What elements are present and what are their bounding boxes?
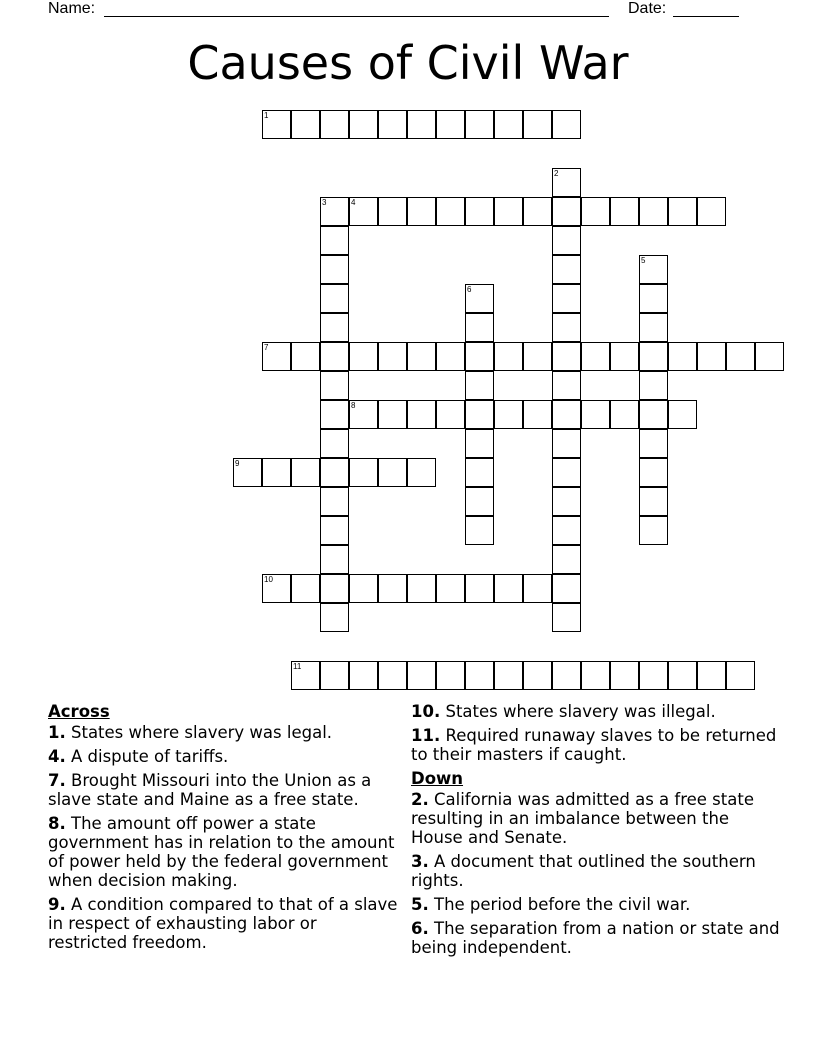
crossword-cell[interactable] [523,400,552,429]
crossword-cell[interactable] [639,313,668,342]
crossword-cell[interactable] [552,110,581,139]
cell-number: 11 [293,662,302,671]
crossword-cell[interactable] [436,400,465,429]
crossword-cell[interactable] [320,661,349,690]
crossword-cell[interactable] [291,110,320,139]
crossword-cell[interactable] [349,342,378,371]
crossword-cell[interactable] [291,458,320,487]
crossword-cell[interactable] [639,400,668,429]
clue-text: A dispute of tariffs. [65,747,229,766]
crossword-cell[interactable] [465,516,494,545]
clue-text: Required runaway slaves to be returned to their masters if caught. [411,726,777,764]
cell-number: 3 [322,198,327,207]
crossword-cell[interactable] [407,400,436,429]
crossword-cell[interactable] [552,197,581,226]
crossword-cell[interactable] [552,226,581,255]
cell-number: 1 [264,111,269,120]
clue-down-2 [411,790,781,847]
crossword-cell[interactable] [320,487,349,516]
cell-number: 7 [264,343,269,352]
crossword-cell[interactable] [668,400,697,429]
crossword-cell[interactable] [726,342,755,371]
crossword-cell-1[interactable] [262,110,291,139]
crossword-cell[interactable] [436,197,465,226]
cell-number: 5 [641,256,646,265]
clue-text: The amount off power a state government has in relation to the amount of power held by the federal government when decision making. [48,814,395,890]
across-heading: Across [48,702,110,721]
crossword-cell[interactable] [755,342,784,371]
crossword-cell[interactable] [639,487,668,516]
crossword-cell[interactable] [552,516,581,545]
clues-right-column [411,702,781,962]
crossword-cell[interactable] [320,371,349,400]
crossword-cell[interactable] [349,458,378,487]
crossword-cell[interactable] [552,284,581,313]
crossword-cell[interactable] [668,661,697,690]
crossword-cell[interactable] [523,661,552,690]
crossword-cell[interactable] [523,342,552,371]
crossword-cell[interactable] [552,603,581,632]
crossword-cell[interactable] [407,574,436,603]
crossword-cell[interactable] [320,284,349,313]
crossword-cell[interactable] [639,661,668,690]
crossword-cell[interactable] [552,545,581,574]
cell-number: 4 [351,198,356,207]
crossword-cell[interactable] [581,400,610,429]
crossword-cell[interactable] [523,197,552,226]
crossword-cell[interactable] [726,661,755,690]
crossword-cell[interactable] [581,197,610,226]
clue-number: 1. [48,723,66,742]
crossword-cell[interactable] [465,342,494,371]
crossword-cell[interactable] [494,574,523,603]
crossword-cell[interactable] [552,342,581,371]
crossword-cell[interactable] [378,661,407,690]
crossword-cell[interactable] [436,342,465,371]
crossword-cell[interactable] [407,458,436,487]
date-label: Date: [628,0,667,17]
crossword-cell[interactable] [697,661,726,690]
clue-number: 6. [411,919,429,938]
clue-text: A condition compared to that of a slave in respect of exhausting labor or restricted freedom. [48,895,398,952]
crossword-cell[interactable] [320,255,349,284]
crossword-cell[interactable] [552,458,581,487]
crossword-cell[interactable] [668,342,697,371]
clue-across-7 [48,771,398,809]
clue-number: 3. [411,852,429,871]
crossword-cell[interactable] [639,516,668,545]
crossword-cell[interactable] [697,197,726,226]
crossword-cell[interactable] [320,458,349,487]
clue-number: 11. [411,726,441,745]
clue-across-8 [48,814,398,890]
crossword-cell[interactable] [378,400,407,429]
clue-down-6 [411,919,781,957]
clue-text: California was admitted as a free state resulting in an imbalance between the House and Senate. [411,790,754,847]
crossword-cell[interactable] [436,574,465,603]
crossword-cell[interactable] [407,342,436,371]
crossword-cell[interactable] [349,574,378,603]
crossword-cell[interactable] [465,313,494,342]
crossword-cell[interactable] [494,400,523,429]
crossword-cell[interactable] [552,371,581,400]
clue-number: 10. [411,702,441,721]
crossword-cell[interactable] [291,342,320,371]
crossword-cell[interactable] [378,197,407,226]
crossword-cell-2[interactable] [552,168,581,197]
crossword-cell[interactable] [320,400,349,429]
crossword-cell[interactable] [639,371,668,400]
cell-number: 8 [351,401,356,410]
crossword-cell[interactable] [581,661,610,690]
crossword-cell[interactable] [552,661,581,690]
crossword-cell[interactable] [407,197,436,226]
crossword-cell-9[interactable] [233,458,262,487]
crossword-cell[interactable] [320,226,349,255]
cell-number: 9 [235,459,240,468]
crossword-cell[interactable] [552,487,581,516]
clue-number: 4. [48,747,66,766]
crossword-cell[interactable] [610,661,639,690]
crossword-cell[interactable] [523,110,552,139]
crossword-cell[interactable] [320,516,349,545]
crossword-cell[interactable] [349,661,378,690]
crossword-cell[interactable] [378,574,407,603]
clue-number: 7. [48,771,66,790]
crossword-cell[interactable] [465,197,494,226]
crossword-cell[interactable] [697,342,726,371]
crossword-cell-11[interactable] [291,661,320,690]
crossword-cell[interactable] [552,255,581,284]
crossword-cell-8[interactable] [349,400,378,429]
crossword-cell[interactable] [494,342,523,371]
clue-number: 8. [48,814,66,833]
crossword-cell[interactable] [465,661,494,690]
crossword-cell[interactable] [610,400,639,429]
clue-text: States where slavery was illegal. [440,702,716,721]
crossword-cell-10[interactable] [262,574,291,603]
page-title: Causes of Civil War [187,36,629,90]
clue-across-10 [411,702,781,721]
crossword-cell-5[interactable] [639,255,668,284]
crossword-cell[interactable] [552,313,581,342]
crossword-cell[interactable] [639,429,668,458]
crossword-cell[interactable] [610,197,639,226]
crossword-cell[interactable] [552,429,581,458]
clue-text: Brought Missouri into the Union as a slave state and Maine as a free state. [48,771,372,809]
crossword-cell[interactable] [494,197,523,226]
clues-left-column [48,702,398,957]
crossword-cell[interactable] [320,603,349,632]
crossword-cell[interactable] [552,400,581,429]
name-label: Name: [48,0,96,17]
crossword-cell[interactable] [378,458,407,487]
clue-number: 5. [411,895,429,914]
crossword-cell[interactable] [465,371,494,400]
crossword-cell[interactable] [494,110,523,139]
clue-number: 9. [48,895,66,914]
clue-down-3 [411,852,781,890]
clue-down-5 [411,895,781,914]
crossword-cell[interactable] [436,661,465,690]
crossword-cell[interactable] [378,110,407,139]
cell-number: 6 [467,285,472,294]
crossword-cell[interactable] [349,110,378,139]
crossword-cell[interactable] [320,545,349,574]
crossword-cell[interactable] [465,574,494,603]
crossword-cell[interactable] [436,110,465,139]
clue-across-9 [48,895,398,952]
crossword-cell[interactable] [320,574,349,603]
clue-number: 2. [411,790,429,809]
crossword-cell-6[interactable] [465,284,494,313]
down-heading: Down [411,769,464,788]
clue-text: A document that outlined the southern rights. [411,852,756,890]
crossword-cell[interactable] [639,284,668,313]
crossword-cell[interactable] [407,110,436,139]
crossword-cell-3[interactable] [320,197,349,226]
crossword-cell[interactable] [320,110,349,139]
clue-across-11 [411,726,781,764]
cell-number: 2 [554,169,559,178]
crossword-cell[interactable] [291,574,320,603]
crossword-cell[interactable] [639,342,668,371]
crossword-cell[interactable] [639,458,668,487]
crossword-cell[interactable] [465,400,494,429]
crossword-cell[interactable] [320,313,349,342]
crossword-cell-7[interactable] [262,342,291,371]
crossword-cell[interactable] [465,429,494,458]
crossword-cell[interactable] [320,429,349,458]
clue-text: States where slavery was legal. [65,723,333,742]
crossword-cell[interactable] [378,342,407,371]
crossword-cell[interactable] [320,342,349,371]
crossword-cell[interactable] [610,342,639,371]
crossword-cell[interactable] [465,110,494,139]
cell-number: 10 [264,575,273,584]
clue-text: The period before the civil war. [428,895,691,914]
crossword-cell[interactable] [494,661,523,690]
clue-across-1 [48,723,398,742]
crossword-cell[interactable] [668,197,697,226]
clue-across-4 [48,747,398,766]
crossword-cell[interactable] [262,458,291,487]
crossword-cell[interactable] [552,574,581,603]
crossword-cell[interactable] [639,197,668,226]
crossword-cell[interactable] [581,342,610,371]
crossword-cell[interactable] [407,661,436,690]
crossword-cell[interactable] [465,487,494,516]
crossword-cell[interactable] [523,574,552,603]
crossword-cell-4[interactable] [349,197,378,226]
clue-text: The separation from a nation or state and being independent. [411,919,780,957]
crossword-cell[interactable] [465,458,494,487]
